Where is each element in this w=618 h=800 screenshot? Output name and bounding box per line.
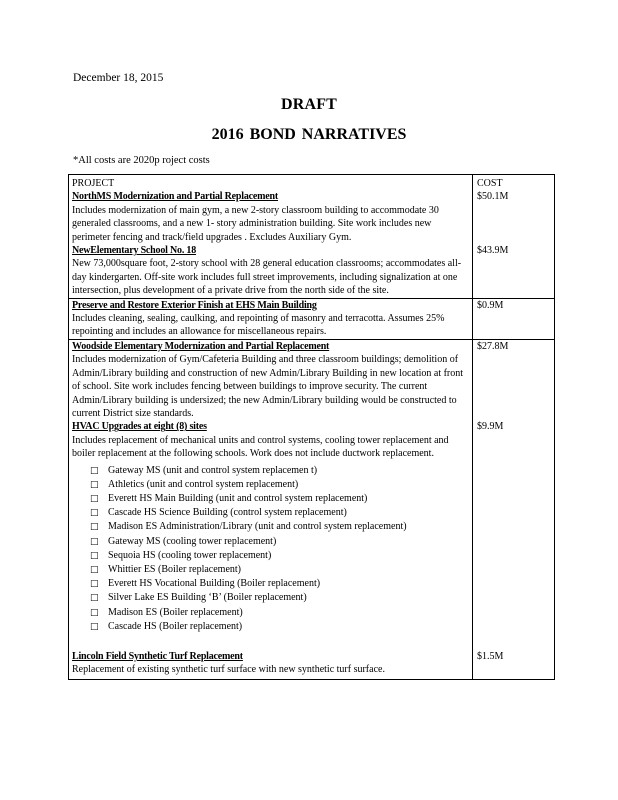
- project-heading: Preserve and Restore Exterior Finish at EHS Main Building: [72, 299, 317, 311]
- checkbox-bullet-icon: □: [90, 593, 99, 604]
- project-cost: $43.9M: [473, 244, 555, 298]
- hvac-site-list: [72, 464, 472, 634]
- document-date: December 18, 2015: [73, 72, 164, 84]
- table-row: [69, 339, 555, 420]
- table-row: [69, 244, 555, 298]
- list-item: □ Madison ES Administration/Library (unit and control system replacement): [72, 520, 472, 534]
- project-heading: Woodside Elementary Modernization and Partial Replacement: [72, 340, 330, 352]
- project-description: Includes modernization of Gym/Cafeteria Building and three classroom buildings; demolition of Admin/Library building and construction of new Admin/Library Building in new location at front of school. Site work includes fencing between buildings to improve security. The current Admin/Library building is undersized; the new Admin/Library building would be constructed to current District size standards.: [72, 354, 464, 419]
- table-row: [69, 190, 555, 244]
- checkbox-bullet-icon: □: [90, 621, 99, 632]
- list-item: □ Cascade HS (Boiler replacement): [72, 620, 472, 634]
- column-header-project: PROJECT: [69, 175, 473, 191]
- cost-note: *All costs are 2020p roject costs: [73, 155, 210, 166]
- project-description: New 73,000square foot, 2-story school with 28 general education classrooms; accommodates all-day kindergarten. Off-site work includes full street improvements, including signalization at one intersection, plus development of a private drive from the north side of the site.: [72, 258, 462, 297]
- project-heading: Lincoln Field Synthetic Turf Replacement: [72, 650, 243, 662]
- checkbox-bullet-icon: □: [90, 493, 99, 504]
- project-cost: $0.9M: [473, 298, 555, 339]
- list-item: □ Whittier ES (Boiler replacement): [72, 563, 472, 577]
- project-description: Includes modernization of main gym, a new 2-story classroom building to accommodate 30 generaled classrooms, and a new 1- story administration building. Site work includes new perimeter fencing and track/field upgrades . Excludes Auxiliary Gym.: [72, 204, 439, 243]
- list-item: □ Silver Lake ES Building ‘B’ (Boiler replacement): [72, 591, 472, 605]
- spacer: [72, 634, 472, 650]
- list-item: □ Everett HS Main Building (unit and control system replacement): [72, 492, 472, 506]
- checkbox-bullet-icon: □: [90, 536, 99, 547]
- checkbox-bullet-icon: □: [90, 508, 99, 519]
- table-row: [69, 650, 555, 679]
- checkbox-bullet-icon: □: [90, 550, 99, 561]
- document-title: 2016 BOND NARRATIVES: [211, 126, 407, 143]
- project-heading: HVAC Upgrades at eight (8) sites: [72, 421, 207, 433]
- table-row: [69, 298, 555, 339]
- list-item: □ Gateway MS (cooling tower replacement): [72, 535, 472, 549]
- checkbox-bullet-icon: □: [90, 465, 99, 476]
- checkbox-bullet-icon: □: [90, 479, 99, 490]
- list-item: □ Madison ES (Boiler replacement): [72, 606, 472, 620]
- checkbox-bullet-icon: □: [90, 579, 99, 590]
- list-item: □ Gateway MS (unit and control system replacemen t): [72, 464, 472, 478]
- project-cost: $50.1M: [473, 190, 555, 244]
- project-description: Includes replacement of mechanical units and control systems, cooling tower replacement and boiler replacement at the following schools. Work does not include ductwork replacement.: [72, 434, 449, 460]
- list-item: □ Sequoia HS (cooling tower replacement): [72, 549, 472, 563]
- project-description: Includes cleaning, sealing, caulking, and repointing of masonry and terracotta. Assumes 25% repointing and includes an allowance for miscellaneous repairs.: [72, 313, 445, 338]
- list-item: □ Athletics (unit and control system replacement): [72, 478, 472, 492]
- table-header-row: [69, 175, 555, 191]
- list-item: □ Cascade HS Science Building (control system replacement): [72, 506, 472, 520]
- project-cost: $1.5M: [473, 650, 555, 679]
- project-description: Replacement of existing synthetic turf surface with new synthetic turf surface.: [72, 664, 385, 676]
- draft-label: DRAFT: [280, 96, 338, 113]
- bond-projects-table: [68, 174, 555, 680]
- table-row: [69, 420, 555, 650]
- project-heading: NorthMS Modernization and Partial Replacement: [72, 191, 278, 203]
- project-cost: $27.8M: [473, 339, 555, 420]
- checkbox-bullet-icon: □: [90, 522, 99, 533]
- checkbox-bullet-icon: □: [90, 564, 99, 575]
- checkbox-bullet-icon: □: [90, 607, 99, 618]
- column-header-cost: COST: [473, 175, 555, 191]
- project-cost: $9.9M: [473, 420, 555, 650]
- project-heading: NewElementary School No. 18: [72, 245, 197, 257]
- list-item: □ Everett HS Vocational Building (Boiler replacement): [72, 577, 472, 591]
